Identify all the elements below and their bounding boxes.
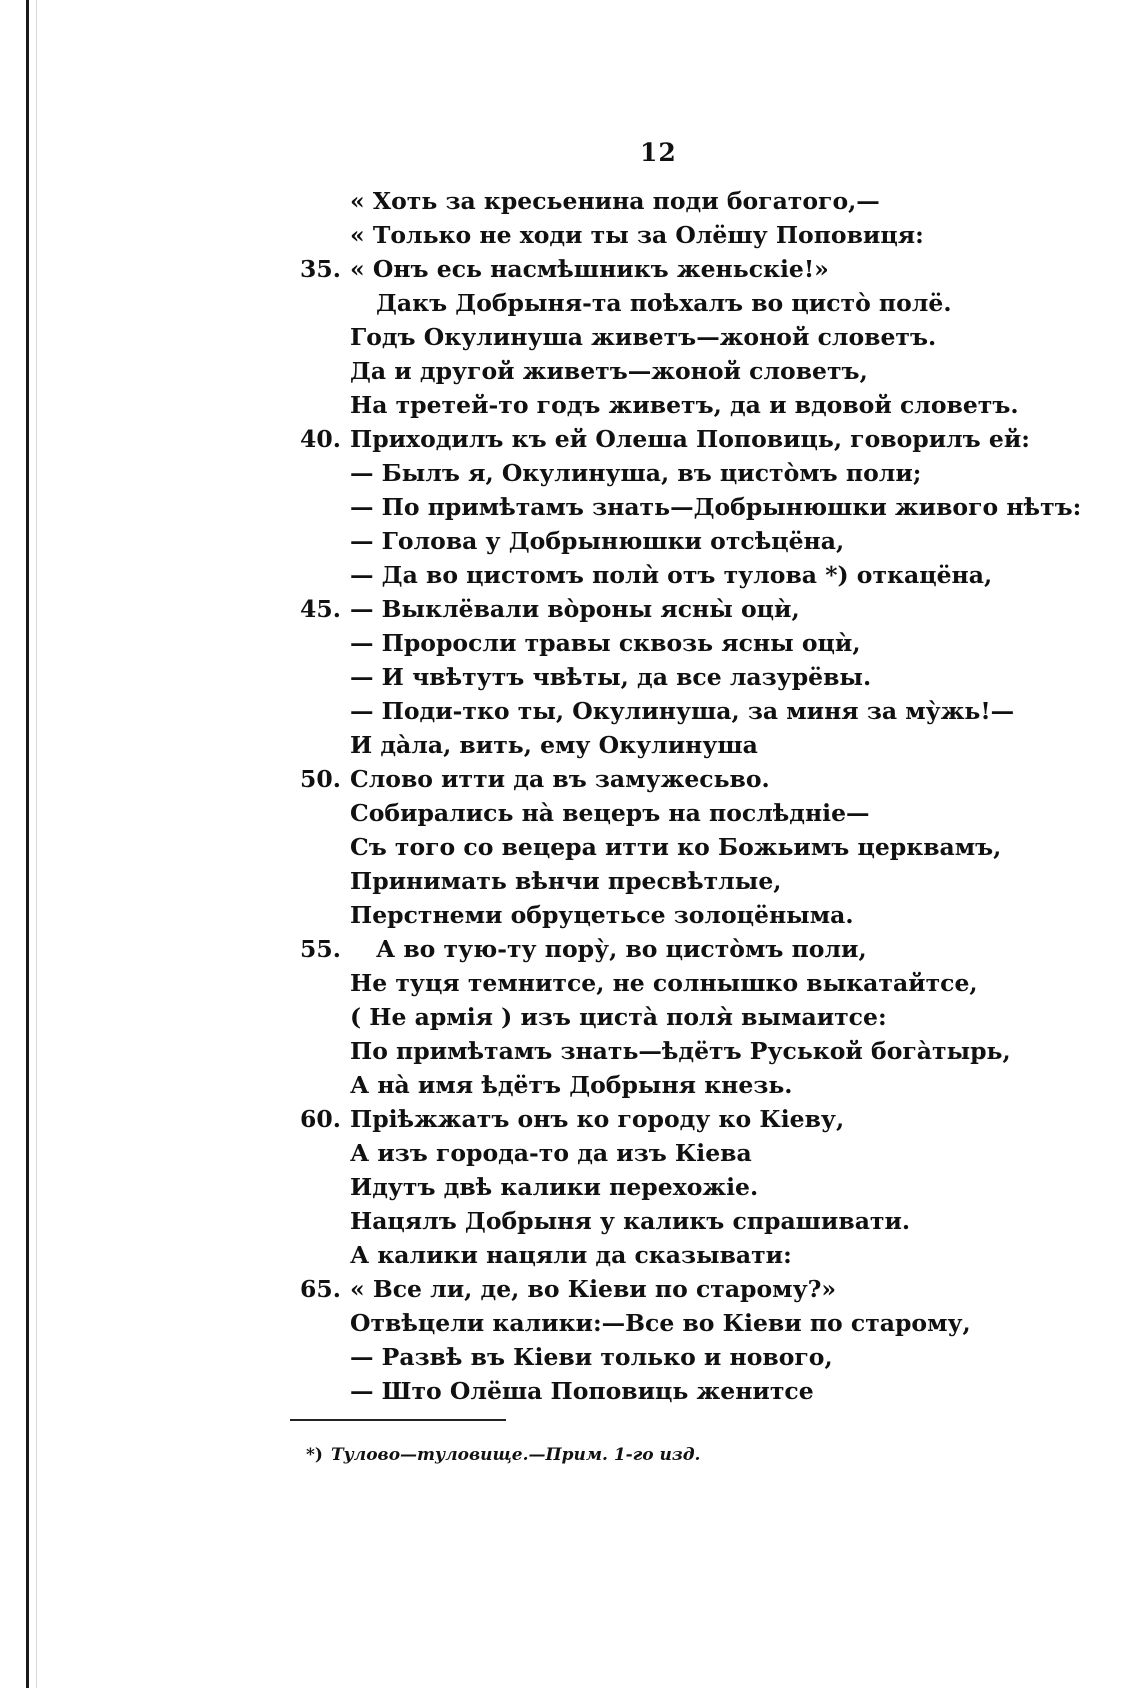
line-text: Нацялъ Добрыня у каликъ спрашивати.: [350, 1207, 911, 1235]
poem-line: [300, 626, 1080, 660]
binding-shadow: [36, 0, 37, 1688]
poem-line: [300, 796, 1080, 830]
poem-line: [300, 218, 1080, 252]
poem-line: [300, 354, 1080, 388]
page-number: 12: [640, 138, 677, 167]
line-text: — Што Олёша Поповиць женитсе: [350, 1377, 814, 1405]
poem-line: [300, 762, 1080, 796]
poem-line: [300, 864, 1080, 898]
line-text: « Только не ходи ты за Олёшу Поповиця:: [350, 221, 924, 249]
poem-line: [300, 1238, 1080, 1272]
poem-line: [300, 966, 1080, 1000]
poem-line: [300, 1068, 1080, 1102]
line-text: Слово итти да въ замужесьво.: [350, 765, 770, 793]
footnote-marker: *): [306, 1445, 323, 1465]
line-text: ( Не армія ) изъ циста̀ поля̀ вымаитсе:: [350, 1003, 887, 1031]
footnote-divider: [290, 1419, 506, 1421]
poem-line: [300, 524, 1080, 558]
line-number: 55.: [300, 935, 341, 963]
line-text: Годъ Окулинуша живетъ—жоной словетъ.: [350, 323, 937, 351]
poem-line: [300, 932, 1080, 966]
line-text: « Онъ есь насмѣшникъ женьскіе!»: [350, 255, 829, 283]
poem-line: [300, 490, 1080, 524]
poem-line: [300, 830, 1080, 864]
line-number: 60.: [300, 1105, 341, 1133]
line-number: 45.: [300, 595, 341, 623]
line-text: Дакъ Добрыня-та поѣхалъ во цисто̀ полё.: [376, 289, 952, 317]
line-text: Принимать вѣнчи пресвѣтлые,: [350, 867, 782, 895]
line-text: Да и другой живетъ—жоной словетъ,: [350, 357, 868, 385]
poem-line: [300, 592, 1080, 626]
line-text: — Поди-тко ты, Окулинуша, за миня за му̀жь!—: [350, 697, 1015, 725]
poem-line: [300, 1374, 1080, 1408]
line-text: — По примѣтамъ знать—Добрынюшки живого нѣтъ:: [350, 493, 1082, 521]
poem-text: [300, 184, 1080, 1408]
poem-line: [300, 1034, 1080, 1068]
line-text: Перстнеми обруцетьсе золоцёныма.: [350, 901, 854, 929]
line-text: — Да во цистомъ полѝ отъ тулова *) откацёна,: [350, 561, 993, 589]
line-text: — Голова у Добрынюшки отсѣцёна,: [350, 527, 845, 555]
line-text: — Былъ я, Окулинуша, въ цисто̀мъ поли;: [350, 459, 922, 487]
line-text: Идутъ двѣ калики перехожіе.: [350, 1173, 759, 1201]
poem-line: [300, 1306, 1080, 1340]
poem-line: [300, 558, 1080, 592]
poem-line: [300, 286, 1080, 320]
poem-line: [300, 388, 1080, 422]
line-text: — Проросли травы сквозь ясны оцѝ,: [350, 629, 861, 657]
poem-line: [300, 1102, 1080, 1136]
poem-line: [300, 1272, 1080, 1306]
poem-line: [300, 1170, 1080, 1204]
line-text: На третей-то годъ живетъ, да и вдовой словетъ.: [350, 391, 1019, 419]
line-text: Съ того со вецера итти ко Божьимъ церквамъ,: [350, 833, 1002, 861]
line-text: Собирались на̀ вецеръ на послѣдніе—: [350, 799, 870, 827]
poem-line: [300, 1000, 1080, 1034]
poem-line: [300, 1204, 1080, 1238]
line-text: Не туця темнитсе, не солнышко выкатайтсе,: [350, 969, 978, 997]
line-text: А на̀ имя ѣдётъ Добрыня кнезь.: [350, 1071, 793, 1099]
line-text: — И чвѣтутъ чвѣты, да все лазурёвы.: [350, 663, 872, 691]
line-text: — Развѣ въ Кіеви только и нового,: [350, 1343, 833, 1371]
line-text: Пріѣжжатъ онъ ко городу ко Кіеву,: [350, 1105, 845, 1133]
binding-edge: [26, 0, 29, 1688]
footnote-text: Тулово—туловище.—Прим. 1-го изд.: [330, 1445, 701, 1465]
poem-line: [300, 320, 1080, 354]
poem-line: [300, 898, 1080, 932]
line-text: А калики нацяли да сказывати:: [350, 1241, 792, 1269]
line-number: 35.: [300, 255, 341, 283]
line-text: « Хоть за кресьенина поди богатого,—: [350, 187, 880, 215]
line-number: 50.: [300, 765, 341, 793]
line-text: А изъ города-то да изъ Кіева: [350, 1139, 752, 1167]
poem-line: [300, 1340, 1080, 1374]
line-number: 40.: [300, 425, 341, 453]
poem-line: [300, 728, 1080, 762]
line-number: 65.: [300, 1275, 341, 1303]
poem-line: [300, 184, 1080, 218]
footnote: [306, 1445, 700, 1465]
poem-line: [300, 252, 1080, 286]
poem-line: [300, 422, 1080, 456]
poem-line: [300, 694, 1080, 728]
line-text: Приходилъ къ ей Олеша Поповиць, говорилъ ей:: [350, 425, 1030, 453]
poem-line: [300, 1136, 1080, 1170]
line-text: Отвѣцели калики:—Все во Кіеви по старому,: [350, 1309, 971, 1337]
line-text: А во тую-ту пору̀, во цисто̀мъ поли,: [376, 935, 867, 963]
line-text: — Выклёвали во̀роны ясны̀ оцѝ,: [350, 595, 800, 623]
poem-line: [300, 456, 1080, 490]
line-text: И да̀ла, вить, ему Окулинуша: [350, 731, 758, 759]
poem-line: [300, 660, 1080, 694]
line-text: « Все ли, де, во Кіеви по старому?»: [350, 1275, 837, 1303]
line-text: По примѣтамъ знать—ѣдётъ Руськой бога̀тырь,: [350, 1037, 1011, 1065]
